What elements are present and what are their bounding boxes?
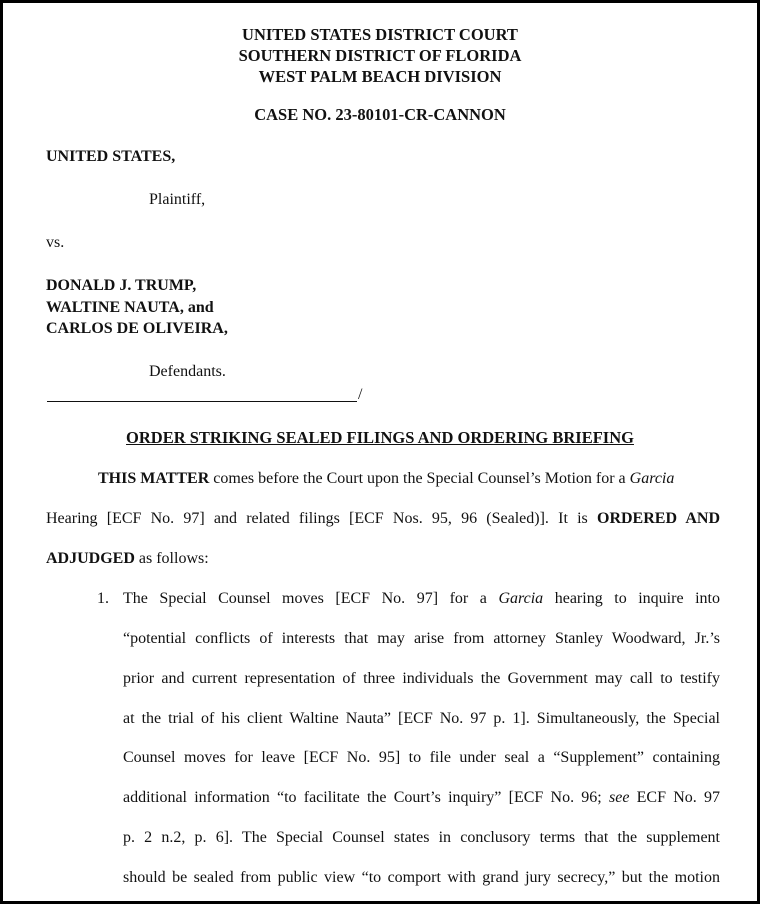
intro-line-3-text: as follows: <box>134 550 209 567</box>
defendant-nauta: WALTINE NAUTA, and <box>46 299 214 316</box>
intro-line-1-text: comes before the Court upon the Special Counsel’s Motion for a <box>209 470 630 487</box>
this-matter-lead: THIS MATTER <box>98 470 210 487</box>
item1-line-6-b: ECF No. 97 <box>629 789 721 806</box>
intro-line-1 <box>98 470 674 488</box>
item1-line-1 <box>123 590 720 608</box>
item1-line-1-b: hearing to inquire into <box>543 590 720 607</box>
caption-divider-line <box>47 401 357 402</box>
intro-line-3 <box>46 550 209 568</box>
adjudged-bold: ADJUDGED <box>46 550 135 567</box>
item1-line-6-a: additional information “to facilitate the Court’s inquiry” [ECF No. 96; <box>123 789 609 806</box>
versus-label: vs. <box>46 234 65 251</box>
garcia-italic: Garcia <box>629 470 675 487</box>
see-italic: see <box>608 789 630 806</box>
order-title: ORDER STRIKING SEALED FILINGS AND ORDERING BRIEFING <box>126 428 634 447</box>
item1-garcia-italic: Garcia <box>498 590 544 607</box>
plaintiff-label: Plaintiff, <box>149 191 206 208</box>
defendant-de-oliveira: CARLOS DE OLIVEIRA, <box>46 320 228 337</box>
item1-line-6 <box>123 789 720 807</box>
caption-slash: / <box>358 386 363 403</box>
item1-line-4: at the trial of his client Waltine Nauta” [ECF No. 97 p. 1]. Simultaneously, the Special <box>123 710 720 727</box>
item-number-1: 1. <box>97 590 109 607</box>
item1-line-2: “potential conflicts of interests that may arise from attorney Stanley Woodward, Jr.’s <box>123 630 720 647</box>
defendants-label: Defendants. <box>149 363 226 380</box>
plaintiff-name: UNITED STATES, <box>46 148 176 165</box>
item1-line-5: Counsel moves for leave [ECF No. 95] to file under seal a “Supplement” containing <box>123 749 720 766</box>
intro-line-2 <box>46 510 720 528</box>
case-number: CASE NO. 23-80101-CR-CANNON <box>254 105 506 124</box>
division-name: WEST PALM BEACH DIVISION <box>258 67 502 86</box>
item1-line-7: p. 2 n.2, p. 6]. The Special Counsel states in conclusory terms that the supplement <box>123 829 720 846</box>
district-name: SOUTHERN DISTRICT OF FLORIDA <box>238 46 522 65</box>
intro-line-2-text: Hearing [ECF No. 97] and related filings [ECF Nos. 95, 96 (Sealed)]. It is <box>46 510 597 527</box>
item1-line-1-a: The Special Counsel moves [ECF No. 97] for a <box>123 590 499 607</box>
item1-line-8: should be sealed from public view “to comport with grand jury secrecy,” but the motion <box>123 869 720 886</box>
ordered-and-bold: ORDERED AND <box>597 510 720 527</box>
item1-line-3: prior and current representation of three individuals the Government may call to testify <box>123 670 720 687</box>
defendant-trump: DONALD J. TRUMP, <box>46 277 197 294</box>
court-name: UNITED STATES DISTRICT COURT <box>242 25 518 44</box>
